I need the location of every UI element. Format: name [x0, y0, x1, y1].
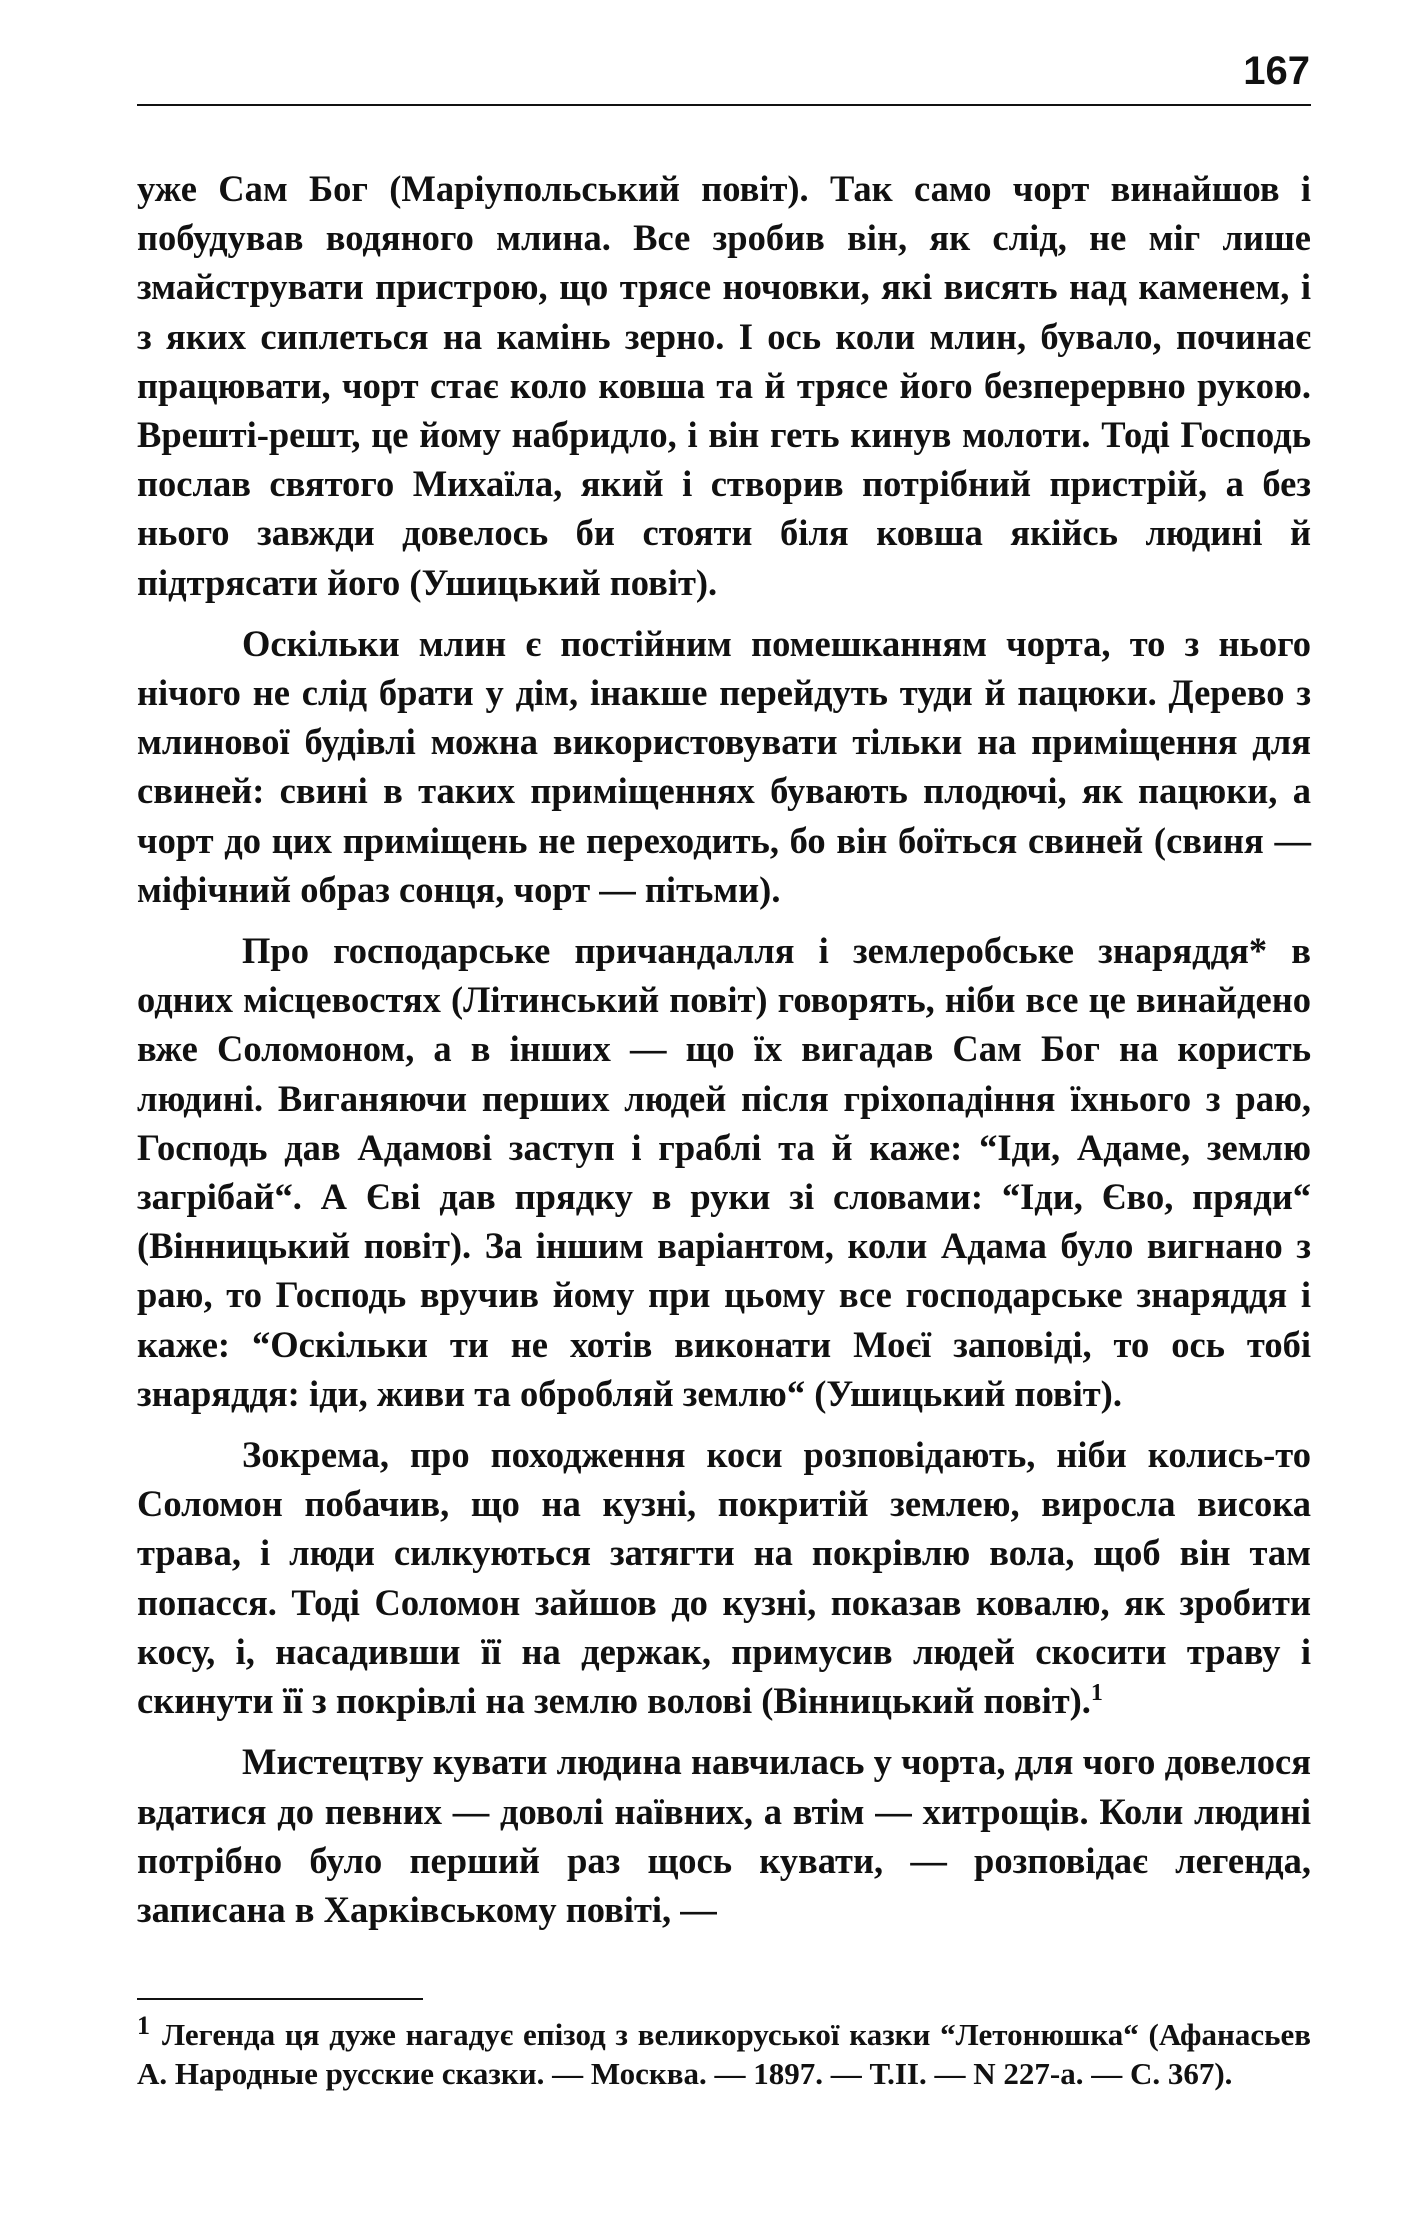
page-number: 167 — [1243, 49, 1310, 93]
footnote-reference: 1 — [1090, 1679, 1103, 1706]
header-rule — [137, 104, 1311, 106]
paragraph-4-text: Зокрема, про походження коси розповідають, ніби колись-то Соломон побачив, що на кузні, покритій землею, виросла висока трава, і люди силкуються затягти на покрівлю вола, щоб він там попасся. Тоді Соломон зайшов до кузні, показав ковалю, як зробити косу, і, насадивши її на держак, примусив людей скосити траву і скинути її з покрівлі на землю волові (Вінницький повіт). — [137, 1434, 1311, 1722]
footnote-number: 1 — [137, 2010, 150, 2040]
body-text — [137, 164, 1311, 1946]
footnote-text: Легенда ця дуже нагадує епізод з великоруської казки “Летонюшка“ (Афанасьев А. Народные русские сказки. — Москва. — 1897. — Т.ІІ. — N 227-а. — С. 367). — [137, 2017, 1311, 2091]
paragraph-3: Про господарське причандалля і землеробське знаряддя* в одних місцевостях (Літинський повіт) говорять, ніби все це винайдено вже Соломоном, а в інших — що їх вигадав Сам Бог на користь людині. Виганяючи перших людей після гріхопадіння їхнього з раю, Господь дав Адамові заступ і граблі та й каже: “Іди, Адаме, землю загрібай“. А Єві дав прядку в руки зі словами: “Іди, Єво, пряди“ (Вінницький повіт). За іншим варіантом, коли Адама було вигнано з раю, то Господь вручив йому при цьому все господарське знаряддя і каже: “Оскільки ти не хотів виконати Моєї заповіді, то ось тобі знаряддя: іди, живи та обробляй землю“ (Ушицький повіт). — [137, 930, 1311, 1414]
paragraph-4 — [137, 1430, 1311, 1725]
paragraph-1: уже Сам Бог (Маріупольський повіт). Так само чорт винайшов і побудував водяного млина. Все зробив він, як слід, не міг лише змайструвати пристрою, що трясе ночовки, які висять над каменем, і з яких сиплеться на камінь зерно. І ось коли млин, бувало, починає працювати, чорт стає коло ковша та й трясе його безперервно рукою. Врешті-решт, це йому набридло, і він геть кинув молоти. Тоді Господь послав святого Михаїла, який і створив потрібний пристрій, а без нього завжди довелось би стояти біля ковша якійсь людині й підтрясати його (Ушицький повіт). — [137, 168, 1311, 603]
footnote-rule — [137, 1998, 423, 2000]
footnote — [137, 2010, 1311, 2093]
paragraph-5: Мистецтву кувати людина навчилась у чорта, для чого довелося вдатися до певних — доволі наївних, а втім — хитрощів. Коли людині потрібно було перший раз щось кувати, — розповідає легенда, записана в Харківському повіті, — — [137, 1741, 1311, 1930]
paragraph-2: Оскільки млин є постійним помешканням чорта, то з нього нічого не слід брати у дім, інакше перейдуть туди й пацюки. Дерево з млинової будівлі можна використовувати тільки на приміщення для свиней: свині в таких приміщеннях бувають плодючі, як пацюки, а чорт до цих приміщень не переходить, бо він боїться свиней (свиня — міфічний образ сонця, чорт — пітьми). — [137, 622, 1311, 910]
